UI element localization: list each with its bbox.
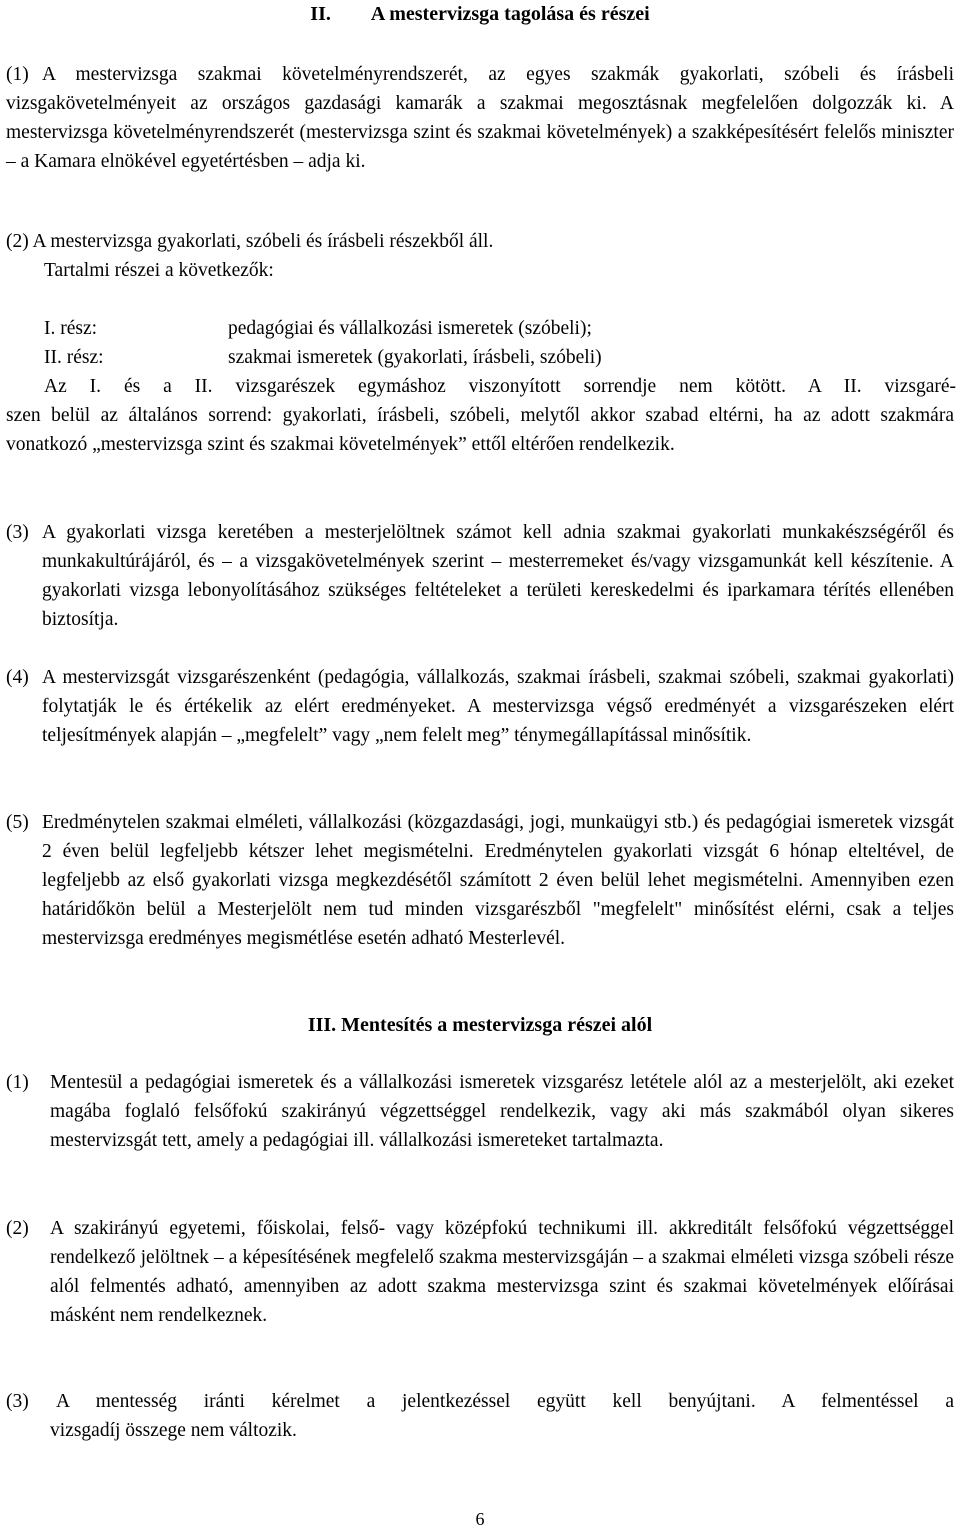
paragraph-text: Mentesül a pedagógiai ismeretek és a vállalkozási ismeretek vizsgarész letétele alól az a mesterjelölt, aki ezeket magába foglaló felsőfokú szakirányú végzettséggel rendelkezik, vagy aki más szakmából olyan sikeres mestervizsgát tett, amely a pedagógiai ill. vállalkozási ismereteket tartalmazta.	[50, 1072, 954, 1151]
paragraph-3-3	[6, 1387, 954, 1445]
paragraph-text: A gyakorlati vizsga keretében a mesterjelöltnek számot kell adnia szakmai gyakorlati munkakészségéről és munkakultúrájáról, és – a vizsgakövetelmények szerint – mesterremeket és/vagy vizsgamunkát kell készítenie. A gyakorlati vizsga lebonyolításához szükséges feltételeket a területi kereskedelmi és iparkamara térítés ellenében biztosítja.	[42, 522, 954, 630]
section-2-title: A mestervizsga tagolása és részei	[370, 3, 650, 25]
paragraph-number: (2)	[6, 1218, 29, 1239]
paragraph-text-first-line: A mentesség iránti kérelmet a jelentkezéssel együtt kell benyújtani. A felmentéssel a	[56, 1391, 954, 1412]
paragraph-2-5	[6, 808, 954, 953]
part-description: szakmai ismeretek (gyakorlati, írásbeli, szóbeli)	[228, 347, 602, 368]
section-3-heading	[0, 1012, 960, 1038]
paragraph-2-2-intro: (2) A mestervizsga gyakorlati, szóbeli és írásbeli részekből áll.	[6, 231, 494, 252]
parts-order-text: szen belül az általános sorrend: gyakorlati, írásbeli, szóbeli, melytől akkor szabad eltérni, ha az adott szakmára vonatkozó „mestervizsga szint és szakmai követelmények” ettől eltérően rendelkezik.	[6, 405, 954, 455]
paragraph-text: Eredménytelen szakmai elméleti, vállalkozási (közgazdasági, jogi, munkaügyi stb.) és pedagógiai ismeretek vizsgát 2 éven belül legfeljebb kétszer lehet megismételni. Eredménytelen gyakorlati vizsgát 6 hónap elteltével, de legfeljebb az első gyakorlati vizsga megkezdésétől számított 2 éven belül lehet megismételni. Amennyiben ezen határidőkön belül a Mesterjelölt nem tud minden vizsgarészből "megfelelt" minősítést elérni, csak a teljes mestervizsga eredményes megismétlése esetén adható Mesterlevél.	[42, 812, 954, 949]
part-label: II. rész:	[44, 347, 104, 368]
section-2-heading	[0, 1, 960, 27]
paragraph-3-2	[6, 1214, 954, 1330]
section-2-number: II.	[310, 3, 331, 25]
section-3-title: Mentesítés a mestervizsga részei alól	[341, 1014, 653, 1036]
part-description: pedagógiai és vállalkozási ismeretek (szóbeli);	[228, 318, 592, 339]
part-label: I. rész:	[44, 318, 98, 339]
section-3-number: III.	[307, 1014, 337, 1036]
parts-order-first-line: Az I. és a II. vizsgarészek egymáshoz viszonyított sorrendje nem kötött. A II. vizsgaré-	[44, 376, 956, 397]
paragraph-number: (3)	[6, 522, 29, 543]
paragraph-2-1	[6, 60, 954, 176]
paragraph-number: (4)	[6, 667, 29, 688]
part-row-2	[44, 343, 944, 372]
paragraph-number: (1)	[6, 64, 29, 85]
paragraph-2-3	[6, 518, 954, 634]
paragraph-number: (5)	[6, 812, 29, 833]
paragraph-3-1	[6, 1068, 954, 1155]
paragraph-number: (1)	[6, 1072, 29, 1093]
paragraph-text-rest: vizsgadíj összege nem változik.	[50, 1420, 297, 1441]
paragraph-number: (3)	[6, 1391, 29, 1412]
paragraph-text: A szakirányú egyetemi, főiskolai, felső- vagy középfokú technikumi ill. akkreditált felsőfokú végzettséggel rendelkező jelöltnek – a képesítésének megfelelő szakma mestervizsgáján – a szakmai elméleti vizsga szóbeli része alól felmentés adható, amennyiben az adott szakma mestervizsga szint és szakmai követelmények előírásai másként nem rendelkeznek.	[50, 1218, 954, 1326]
paragraph-2-4	[6, 663, 954, 750]
paragraph-text: A mestervizsga szakmai követelményrendszerét, az egyes szakmák gyakorlati, szóbeli és írásbeli vizsgakövetelményeit az országos gazdasági kamarák a szakmai megosztásnak megfelelően dolgozzák ki. A mestervizsga követelményrendszerét (mestervizsga szint és szakmai követelmények) a szakképesítésért felelős miniszter – a Kamara elnökével egyetértésben – adja ki.	[6, 64, 954, 172]
paragraph-2-2-subintro: Tartalmi részei a következők:	[44, 260, 274, 281]
part-row-1	[44, 314, 944, 343]
paragraph-text: A mestervizsgát vizsgarészenként (pedagógia, vállalkozás, szakmai írásbeli, szakmai szóbeli, szakmai gyakorlati) folytatják le és értékelik az elért eredményeket. A mestervizsga végső eredményét a vizsgarészeken elért teljesítmények alapján – „megfelelt” vagy „nem felelt meg” ténymegállapítással minősítik.	[42, 667, 954, 746]
page-number: 6	[475, 1509, 485, 1529]
